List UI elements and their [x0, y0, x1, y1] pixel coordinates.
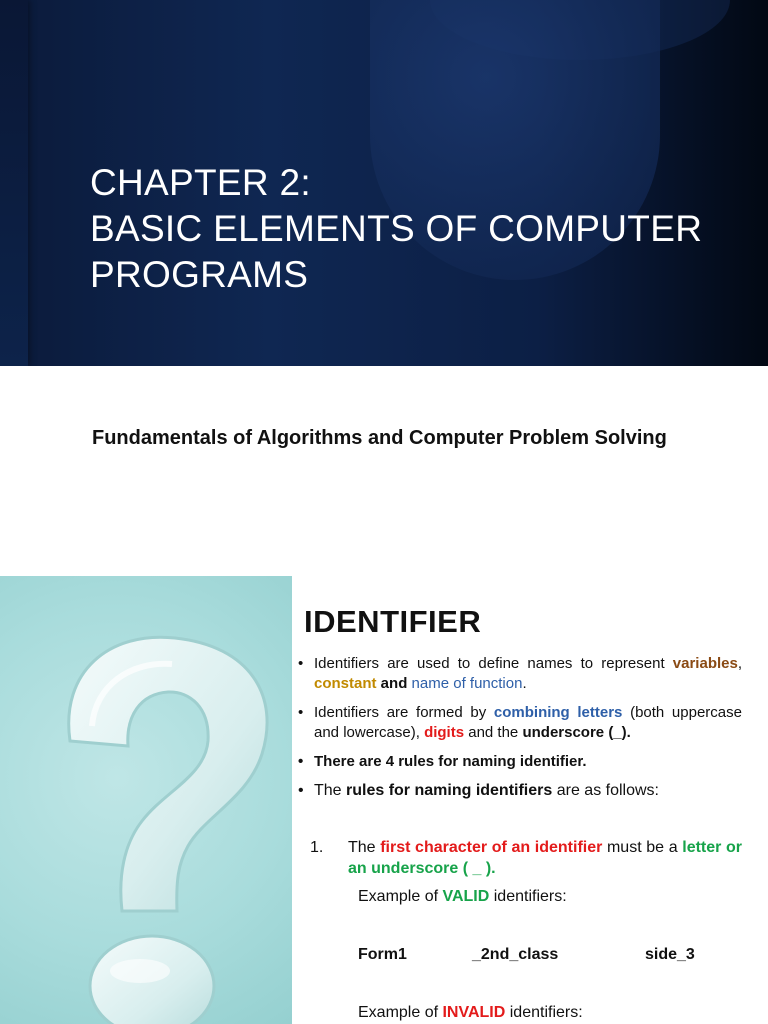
valid-identifier: _2nd_class	[472, 946, 559, 963]
identifier-slide	[0, 576, 768, 1024]
bullet-list	[298, 654, 742, 810]
question-mark-icon	[0, 576, 292, 1024]
course-subtitle: Fundamentals of Algorithms and Computer Problem Solving	[92, 427, 667, 449]
highlight-function: name of function	[411, 675, 523, 692]
highlight-constant: constant	[314, 675, 377, 692]
text: and the	[464, 724, 523, 741]
valid-example-label	[358, 888, 567, 906]
bullet-icon: •	[298, 655, 304, 672]
invalid-word: INVALID	[442, 1004, 506, 1021]
bullet-icon: •	[298, 704, 304, 721]
text: identifiers:	[505, 1004, 583, 1021]
text: The	[314, 782, 347, 799]
chapter-title	[90, 160, 730, 298]
text: must be a	[602, 839, 683, 856]
list-item	[298, 703, 742, 743]
list-item	[298, 752, 742, 772]
text: There are 4 rules for naming identifier.	[314, 753, 587, 770]
list-item	[298, 654, 742, 694]
valid-identifier: Form1	[358, 946, 407, 963]
highlight-rules: rules for naming identifiers	[346, 782, 553, 799]
highlight-underscore: underscore (_).	[522, 724, 631, 741]
question-mark-image	[0, 576, 292, 1024]
text: Example of	[358, 1004, 443, 1021]
highlight-letter-underscore: letter or an underscore ( _ ).	[348, 839, 743, 877]
invalid-example-label	[358, 1004, 583, 1022]
valid-identifier: side_3	[645, 946, 695, 963]
bullet-icon: •	[298, 782, 304, 799]
slide-heading: IDENTIFIER	[304, 604, 482, 639]
text: Identifiers are used to define names to represent	[314, 655, 673, 672]
valid-word: VALID	[442, 888, 490, 905]
highlight-combining: combining letters	[493, 704, 623, 721]
subtitle-slide	[0, 366, 768, 576]
bullet-icon: •	[298, 753, 304, 770]
text: identifiers:	[489, 888, 567, 905]
text: are as follows:	[552, 782, 659, 799]
highlight-first-character: first character of an identifier	[380, 839, 603, 856]
slide-edge	[0, 0, 28, 366]
rule-text	[348, 837, 742, 879]
text: Identifiers are formed by	[314, 704, 494, 721]
text: The	[348, 839, 381, 856]
text: and	[376, 675, 412, 692]
text: ,	[737, 655, 742, 672]
highlight-digits: digits	[424, 724, 465, 741]
rule-number: 1.	[310, 839, 324, 856]
list-item	[298, 781, 742, 801]
title-slide	[0, 0, 768, 366]
chapter-title-line: CHAPTER 2:	[90, 162, 311, 203]
text: .	[522, 675, 527, 692]
chapter-title-line: BASIC ELEMENTS OF COMPUTER	[90, 208, 703, 249]
text: (both uppercase and lowercase),	[314, 704, 742, 741]
text: Example of	[358, 888, 443, 905]
highlight-variables: variables	[672, 655, 738, 672]
chapter-title-line: PROGRAMS	[90, 254, 309, 295]
